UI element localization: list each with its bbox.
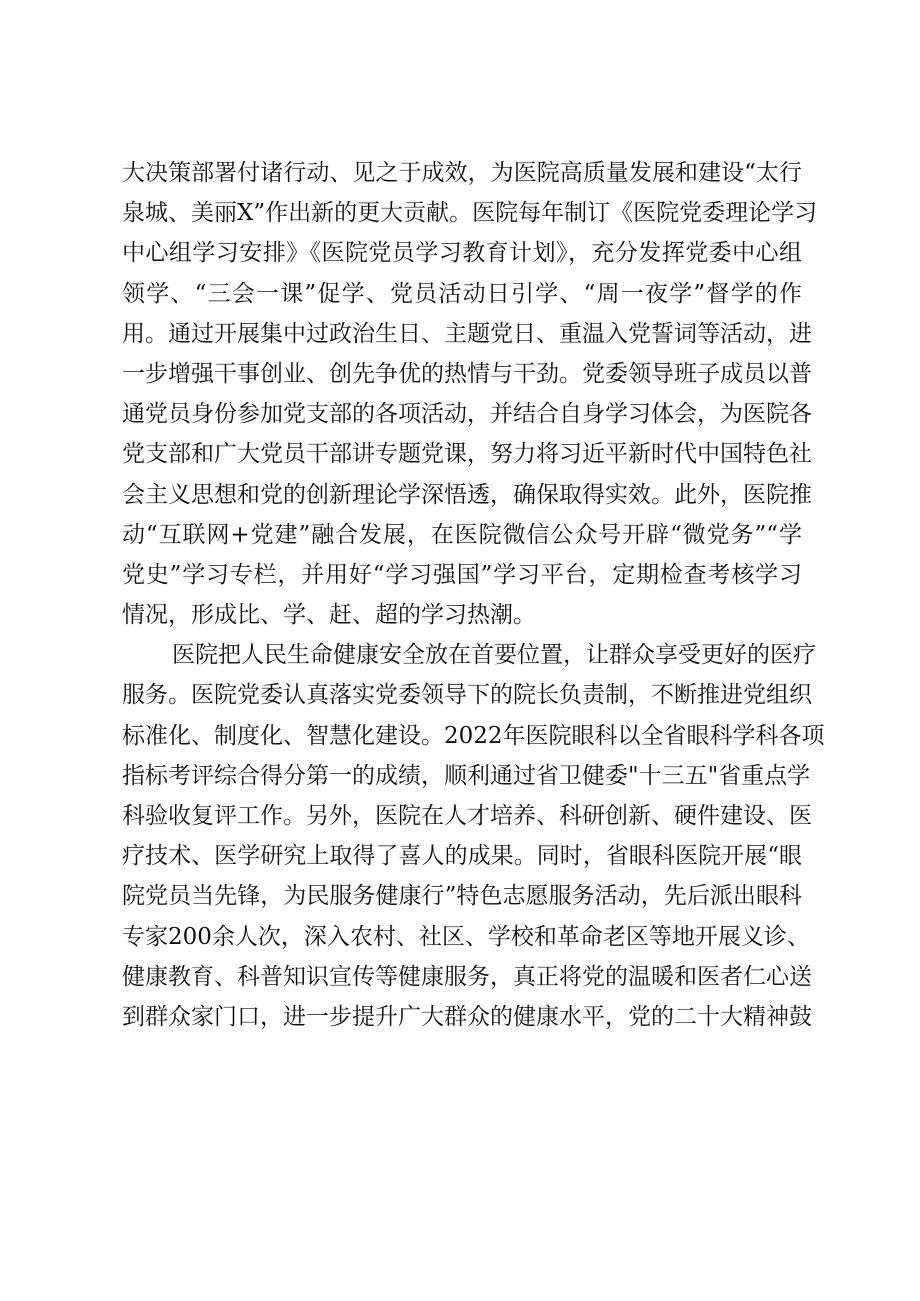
- paragraph-1: [122, 155, 818, 633]
- text-line: 党支部和广大党员干部讲专题党课，努力将习近平新时代中国特色社: [122, 441, 812, 468]
- text-line: 通党员身份参加党支部的各项活动，并结合自身学习体会，为医院各: [122, 401, 812, 428]
- document-body: [122, 155, 825, 1039]
- text-line: 泉城、美丽X”作出新的更大贡献。医院每年制订《医院党委理论学习: [122, 200, 818, 227]
- text-line: 领学、“三会一课”促学、党员活动日引学、“周一夜学”督学的作: [122, 280, 802, 307]
- text-line: 服务。医院党委认真落实党委领导下的院长负责制，不断推进党组织: [122, 682, 812, 709]
- text-line: 疗技术、医学研究上取得了喜人的成果。同时，省眼科医院开展“眼: [122, 843, 802, 870]
- text-line: 医院把人民生命健康安全放在首要位置，让群众享受更好的医疗: [172, 642, 816, 669]
- text-line: 中心组学习安排》《医院党员学习教育计划》，充分发挥党委中心组: [122, 240, 802, 267]
- text-line: 用。通过开展集中过政治生日、主题党日、重温入党誓词等活动，进: [122, 320, 812, 347]
- text-line: 一步增强干事创业、创先争优的热情与干劲。党委领导班子成员以普: [122, 360, 812, 387]
- text-line: 党史”学习专栏，并用好“学习强国”学习平台，定期检查考核学习: [122, 561, 802, 588]
- text-line: 情况，形成比、学、赶、超的学习热潮。: [122, 602, 536, 629]
- text-line: 专家200余人次，深入农村、社区、学校和革命老区等地开展义诊、: [122, 923, 810, 950]
- text-line: 到群众家门口，进一步提升广大群众的健康水平，党的二十大精神鼓: [122, 1003, 812, 1030]
- text-line: 科验收复评工作。另外，医院在人才培养、科研创新、硬件建设、医: [122, 803, 812, 829]
- text-line: 院党员当先锋，为民服务健康行”特色志愿服务活动，先后派出眼科: [122, 883, 802, 910]
- text-line: 动“互联网+党建”融合发展，在医院微信公众号开辟“微党务”“学: [122, 521, 802, 548]
- text-line: 大决策部署付诸行动、见之于成效，为医院高质量发展和建设“太行: [122, 160, 802, 186]
- paragraph-2: [122, 637, 825, 1035]
- text-line: 会主义思想和党的创新理论学深悟透，确保取得实效。此外，医院推: [122, 481, 812, 508]
- text-line: 健康教育、科普知识宣传等健康服务，真正将党的温暖和医者仁心送: [122, 963, 812, 990]
- text-line: 标准化、制度化、智慧化建设。2022年医院眼科以全省眼科学科各项: [122, 722, 825, 749]
- text-line: 指标考评综合得分第一的成绩，顺利通过省卫健委"十三五"省重点学: [122, 762, 811, 789]
